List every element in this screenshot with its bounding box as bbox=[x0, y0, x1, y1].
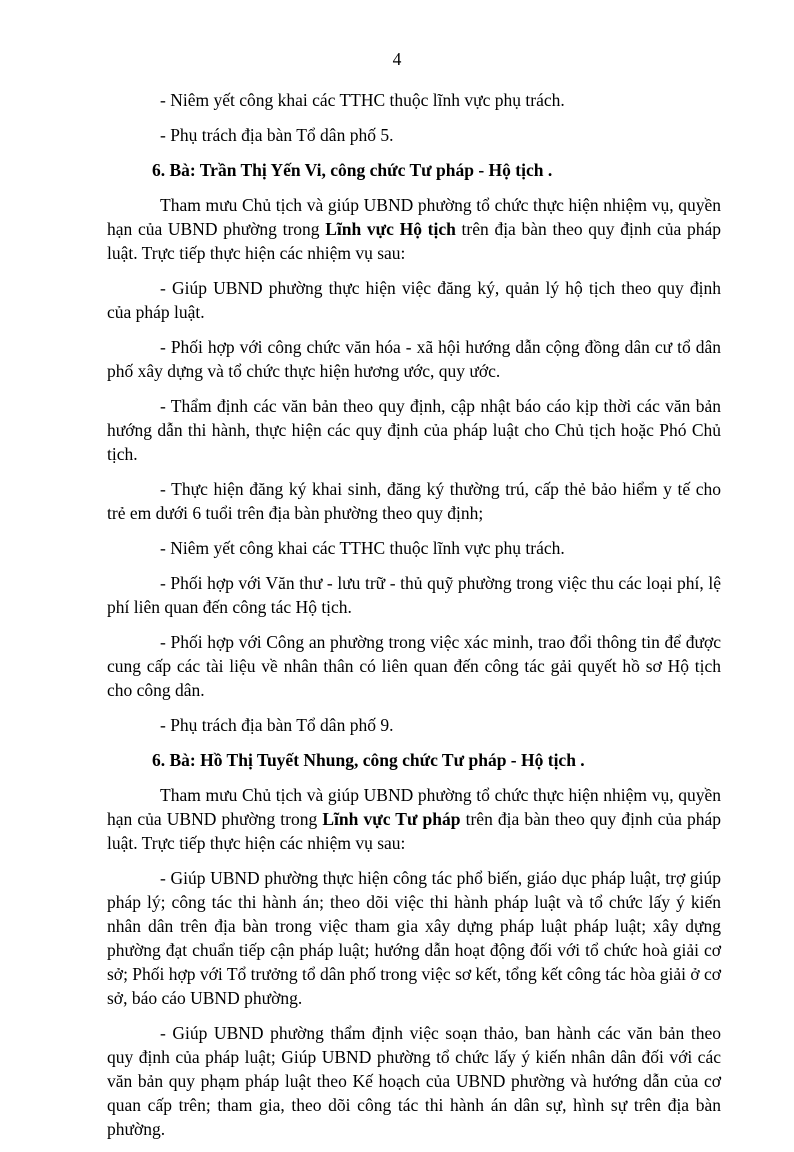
intro-bold-field: Lĩnh vực Hộ tịch bbox=[325, 219, 456, 239]
list-item: - Phối hợp với Công an phường trong việc xác minh, trao đổi thông tin để được cung cấp các tài liệu về nhân thân có liên quan đến công tác gải quyết hồ sơ Hộ tịch cho công dân. bbox=[107, 632, 721, 700]
intro-text: trên địa bàn theo quy định của pháp luật. Trực tiếp thực hiện các nhiệm vụ sau: bbox=[107, 219, 721, 263]
section-heading-ho-thi-tuyet-nhung: 6. Bà: Hồ Thị Tuyết Nhung, công chức Tư pháp - Hộ tịch . bbox=[152, 750, 585, 770]
list-item: - Phối hợp với công chức văn hóa - xã hội hướng dẫn cộng đồng dân cư tổ dân phố xây dựng và tổ chức thực hiện hương ước, quy ước. bbox=[107, 337, 721, 381]
intro-bold-field: Lĩnh vực Tư pháp bbox=[322, 809, 461, 829]
intro-text: Tham mưu Chủ tịch và giúp UBND phường tổ chức thực hiện nhiệm vụ, quyền hạn của UBND phường trong bbox=[107, 785, 721, 829]
list-item: - Niêm yết công khai các TTHC thuộc lĩnh vực phụ trách. bbox=[160, 538, 565, 558]
section-heading-tran-thi-yen-vi: 6. Bà: Trần Thị Yến Vi, công chức Tư pháp - Hộ tịch . bbox=[152, 160, 553, 180]
list-item: - Giúp UBND phường thực hiện việc đăng ký, quản lý hộ tịch theo quy định của pháp luật. bbox=[107, 278, 721, 322]
list-item: - Thực hiện đăng ký khai sinh, đăng ký thường trú, cấp thẻ bảo hiểm y tế cho trẻ em dưới 6 tuổi trên địa bàn phường theo quy định; bbox=[107, 479, 721, 523]
intro-text: Tham mưu Chủ tịch và giúp UBND phường tổ chức thực hiện nhiệm vụ, quyền hạn của UBND phường trong bbox=[107, 195, 721, 239]
list-item: - Thẩm định các văn bản theo quy định, cập nhật báo cáo kịp thời các văn bản hướng dẫn thi hành, thực hiện các quy định của pháp luật cho Chủ tịch hoặc Phó Chủ tịch. bbox=[107, 396, 721, 464]
page-number: 4 bbox=[392, 49, 402, 69]
intro-text: trên địa bàn theo quy định của pháp luật. Trực tiếp thực hiện các nhiệm vụ sau: bbox=[107, 809, 722, 853]
list-item: - Niêm yết công khai các TTHC thuộc lĩnh vực phụ trách. bbox=[160, 90, 565, 110]
document-body bbox=[107, 88, 721, 1152]
list-item: - Phụ trách địa bàn Tổ dân phố 9. bbox=[160, 715, 394, 735]
list-item: - Giúp UBND phường thẩm định việc soạn thảo, ban hành các văn bản theo quy định của pháp luật; Giúp UBND phường tổ chức lấy ý kiến nhân dân đối với các văn bản quy phạm pháp luật theo Kế hoạch của UBND phường và hướng dẫn của cơ quan cấp trên; tham gia, theo dõi công tác thi hành án dân sự, hình sự trên địa bàn phường. bbox=[107, 1023, 721, 1139]
section-intro bbox=[107, 193, 721, 265]
list-item: - Phối hợp với Văn thư - lưu trữ - thủ quỹ phường trong việc thu các loại phí, lệ phí liên quan đến công tác Hộ tịch. bbox=[107, 573, 721, 617]
section-intro bbox=[107, 783, 721, 855]
list-item: - Phụ trách địa bàn Tổ dân phố 5. bbox=[160, 125, 394, 145]
list-item: - Giúp UBND phường thực hiện công tác phổ biến, giáo dục pháp luật, trợ giúp pháp lý; công tác thi hành án; theo dõi việc thi hành pháp luật và tổ chức lấy ý kiến nhân dân trên địa bàn trong việc tham gia xây dựng pháp luật pháp luật; xây dựng phường đạt chuẩn tiếp cận pháp luật; hướng dẫn hoạt động đối với tổ chức hoà giải cơ sở; Phối hợp với Tổ trưởng tổ dân phố trong việc sơ kết, tổng kết công tác hòa giải ở cơ sở, báo cáo UBND phường. bbox=[107, 868, 721, 1008]
